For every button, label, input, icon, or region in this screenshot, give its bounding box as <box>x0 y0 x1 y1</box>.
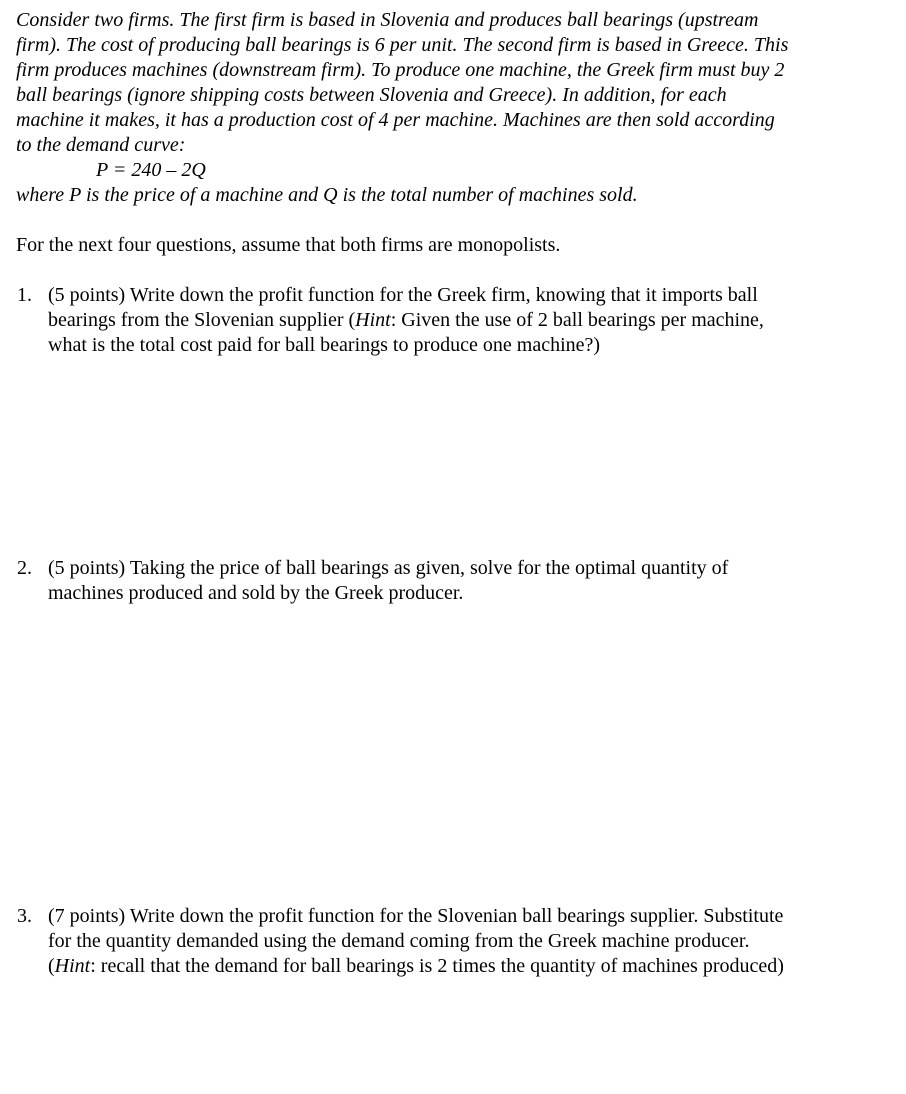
question-1-line-2-rest: : Given the use of 2 ball bearings per machine, <box>390 309 764 331</box>
question-3-line-3-rest: : recall that the demand for ball bearings is 2 times the quantity of machines produced) <box>90 955 784 977</box>
question-1-line-3: what is the total cost paid for ball bearings to produce one machine?) <box>48 334 601 356</box>
question-3-number: 3. <box>17 905 32 927</box>
demand-formula: P = 240 – 2Q <box>96 159 206 181</box>
where-line: where P is the price of a machine and Q is the total number of machines sold. <box>16 184 638 206</box>
question-3-hint-word: Hint <box>54 955 91 977</box>
question-3-line-1: (7 points) Write down the profit function for the Slovenian ball bearings supplier. Substitute <box>48 905 784 927</box>
question-2-line-2: machines produced and sold by the Greek producer. <box>48 582 464 604</box>
question-3-line-3-open: ( <box>48 955 55 977</box>
intro-line-2: firm). The cost of producing ball bearings is 6 per unit. The second firm is based in Greece. This <box>16 34 789 56</box>
question-2-line-1: (5 points) Taking the price of ball bearings as given, solve for the optimal quantity of <box>48 557 729 579</box>
question-1-number: 1. <box>17 284 32 306</box>
question-2-number: 2. <box>17 557 32 579</box>
intro-line-5: machine it makes, it has a production cost of 4 per machine. Machines are then sold according <box>16 109 775 131</box>
question-1-line-1: (5 points) Write down the profit function for the Greek firm, knowing that it imports ball <box>48 284 758 306</box>
question-1-line-2 <box>48 308 764 333</box>
instruction-line: For the next four questions, assume that both firms are monopolists. <box>16 234 561 256</box>
intro-line-6: to the demand curve: <box>16 134 186 156</box>
question-1-hint-word: Hint <box>355 309 391 331</box>
question-3-line-3 <box>48 954 784 979</box>
question-1-line-2-start: bearings from the Slovenian supplier ( <box>48 309 356 331</box>
question-3-line-2: for the quantity demanded using the demand coming from the Greek machine producer. <box>48 930 750 952</box>
intro-line-4: ball bearings (ignore shipping costs between Slovenia and Greece). In addition, for each <box>16 84 727 106</box>
intro-line-1: Consider two firms. The first firm is based in Slovenia and produces ball bearings (upstream <box>16 9 759 31</box>
intro-line-3: firm produces machines (downstream firm). To produce one machine, the Greek firm must buy 2 <box>16 59 785 81</box>
